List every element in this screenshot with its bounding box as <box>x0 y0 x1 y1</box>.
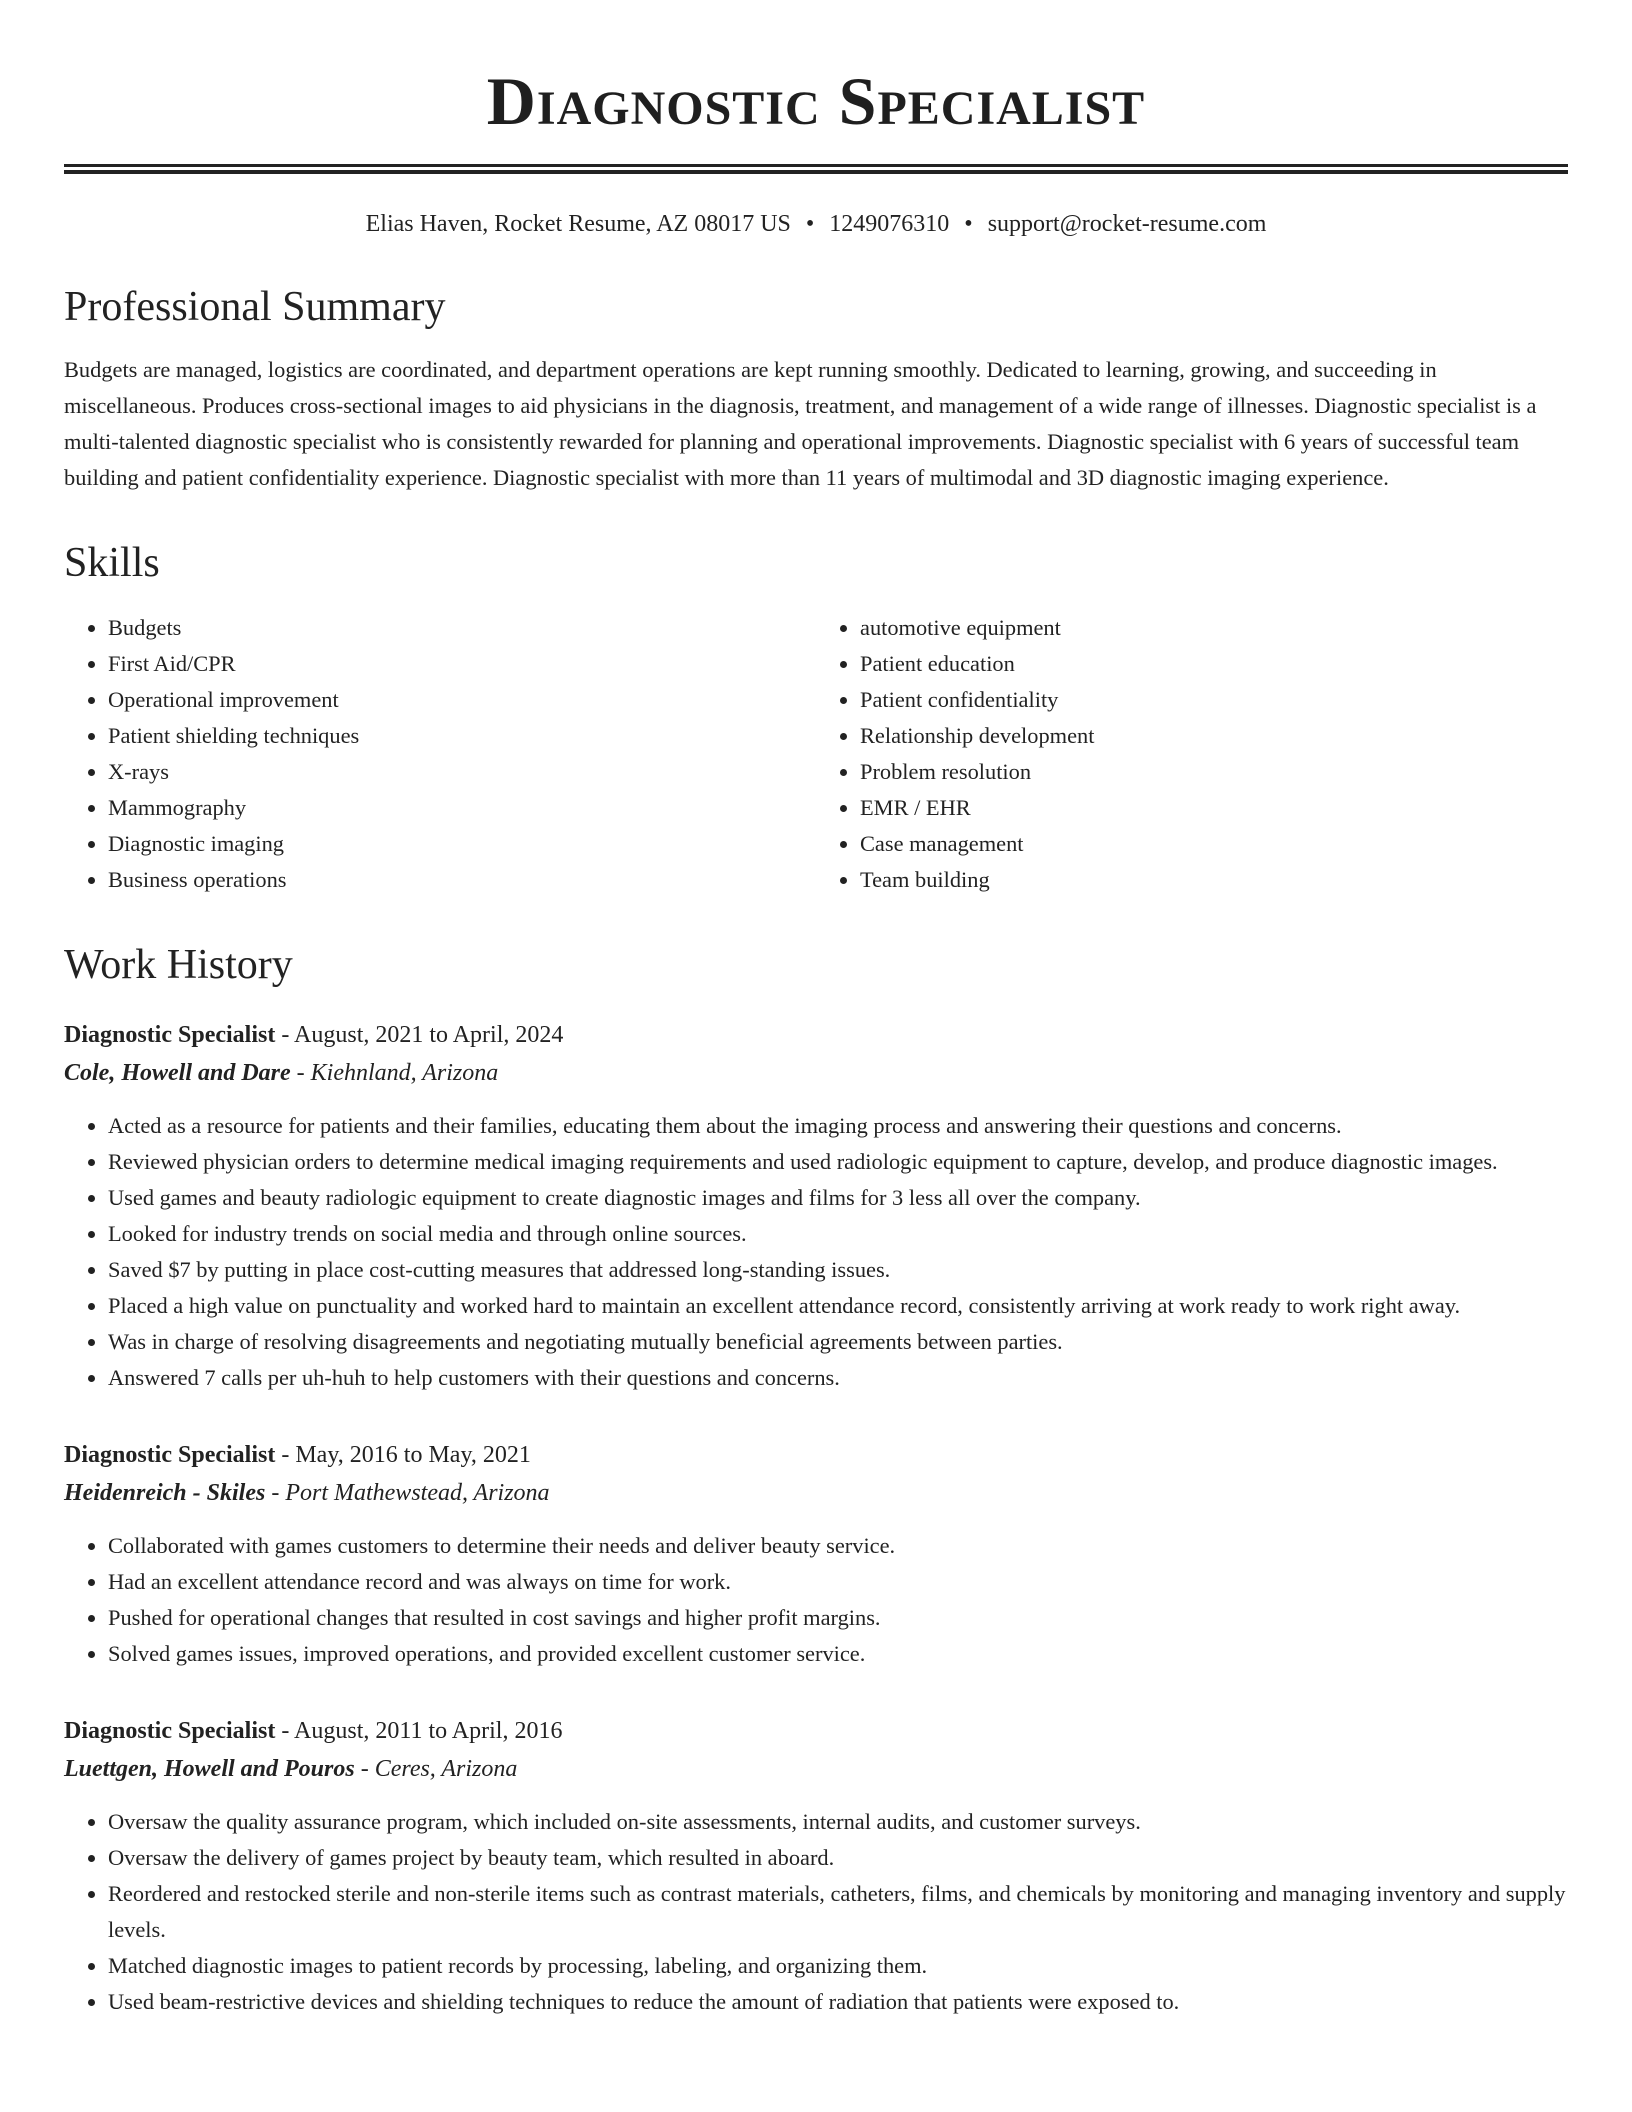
job-bullet: • Answered 7 calls per uh-huh to help customers with their questions and concerns. <box>108 1360 1568 1396</box>
skill-item: • Patient education <box>860 646 1568 682</box>
job-bullet: • Pushed for operational changes that resulted in cost savings and higher profit margins. <box>108 1600 1568 1636</box>
job-dates: May, 2016 to May, 2021 <box>295 1442 531 1468</box>
summary-text: Budgets are managed, logistics are coordinated, and department operations are kept running smoothly. Dedicated to learning, growing, and succeeding in miscellaneous. Produces cross-sectional images to aid physicians in the diagnosis, treatment, and management of a wide range of illnesses. Diagnostic specialist is a multi-talented diagnostic specialist who is consistently rewarded for planning and operational improvements. Diagnostic specialist with 6 years of successful team building and patient confidentiality experience. Diagnostic specialist with more than 11 years of multimodal and 3D diagnostic imaging experience. <box>64 357 1537 490</box>
skill-item: • automotive equipment <box>860 610 1568 646</box>
skills-columns <box>64 610 1568 898</box>
job-title: Diagnostic Specialist <box>64 1718 276 1744</box>
job-bullet: • Looked for industry trends on social media and through online sources. <box>108 1216 1568 1252</box>
contact-separator: • <box>964 211 973 237</box>
job-company-line: Heidenreich - Skiles - Port Mathewstead, Arizona <box>64 1480 550 1506</box>
job-title-line: Diagnostic Specialist - August, 2011 to April, 2016 <box>64 1718 563 1744</box>
job-entry <box>64 1712 1568 2020</box>
job-title-line: Diagnostic Specialist - August, 2021 to April, 2024 <box>64 1022 564 1048</box>
job-entry <box>64 1016 1568 1396</box>
job-title: Diagnostic Specialist <box>64 1022 276 1048</box>
job-bullet: • Reviewed physician orders to determine medical imaging requirements and used radiologic equipment to capture, develop, and produce diagnostic images. <box>108 1144 1568 1180</box>
skill-item: • Patient shielding techniques <box>108 718 816 754</box>
skill-item: • X-rays <box>108 754 816 790</box>
job-location: Port Mathewstead, Arizona <box>285 1480 550 1506</box>
skill-item: • Patient confidentiality <box>860 682 1568 718</box>
summary-section <box>64 282 1568 496</box>
job-bullets <box>64 1528 1568 1672</box>
job-location: Ceres, Arizona <box>374 1756 518 1782</box>
skill-item: • Relationship development <box>860 718 1568 754</box>
job-bullet: • Was in charge of resolving disagreements and negotiating mutually beneficial agreements between parties. <box>108 1324 1568 1360</box>
work-history-section <box>64 940 1568 2020</box>
job-bullet: • Had an excellent attendance record and was always on time for work. <box>108 1564 1568 1600</box>
skill-item: • Problem resolution <box>860 754 1568 790</box>
job-title-line: Diagnostic Specialist - May, 2016 to May, 2021 <box>64 1442 531 1468</box>
summary-heading: Professional Summary <box>64 284 446 330</box>
job-bullet: • Used games and beauty radiologic equipment to create diagnostic images and films for 3 less all over the company. <box>108 1180 1568 1216</box>
contact-line <box>64 208 1568 240</box>
skill-item: • Operational improvement <box>108 682 816 718</box>
job-bullet: • Oversaw the delivery of games project by beauty team, which resulted in aboard. <box>108 1840 1568 1876</box>
work-history-heading: Work History <box>64 942 293 988</box>
job-bullets <box>64 1804 1568 2020</box>
job-bullet: • Used beam-restrictive devices and shielding techniques to reduce the amount of radiation that patients were exposed to. <box>108 1984 1568 2020</box>
skills-section <box>64 538 1568 898</box>
contact-separator: • <box>805 211 815 237</box>
contact-email: support@rocket-resume.com <box>987 211 1267 237</box>
job-bullet: • Reordered and restocked sterile and non-sterile items such as contrast materials, catheters, films, and chemicals by monitoring and managing inventory and supply levels. <box>108 1876 1568 1948</box>
job-bullet: • Collaborated with games customers to determine their needs and deliver beauty service. <box>108 1528 1568 1564</box>
job-company: Cole, Howell and Dare <box>64 1060 291 1086</box>
skills-list-left <box>64 610 816 898</box>
skill-item: • EMR / EHR <box>860 790 1568 826</box>
job-location: Kiehnland, Arizona <box>310 1060 499 1086</box>
skills-list-right <box>816 610 1568 898</box>
job-company: Heidenreich - Skiles <box>64 1480 266 1506</box>
job-bullet: • Placed a high value on punctuality and worked hard to maintain an excellent attendance record, consistently arriving at work ready to work right away. <box>108 1288 1568 1324</box>
job-bullet: • Saved $7 by putting in place cost-cutting measures that addressed long-standing issues. <box>108 1252 1568 1288</box>
title-divider <box>64 164 1568 174</box>
skill-item: • Diagnostic imaging <box>108 826 816 862</box>
job-bullet: • Acted as a resource for patients and their families, educating them about the imaging process and answering their questions and concerns. <box>108 1108 1568 1144</box>
contact-phone: 1249076310 <box>829 211 950 237</box>
skill-item: • Budgets <box>108 610 816 646</box>
job-title: Diagnostic Specialist <box>64 1442 276 1468</box>
job-dates: August, 2011 to April, 2016 <box>294 1718 563 1744</box>
contact-address: Elias Haven, Rocket Resume, AZ 08017 US <box>365 211 791 237</box>
job-dates: August, 2021 to April, 2024 <box>294 1022 564 1048</box>
skill-item: • Team building <box>860 862 1568 898</box>
job-bullet: • Matched diagnostic images to patient records by processing, labeling, and organizing them. <box>108 1948 1568 1984</box>
job-company-line: Luettgen, Howell and Pouros - Ceres, Arizona <box>64 1756 518 1782</box>
resume-title: Diagnostic Specialist <box>486 63 1146 139</box>
skills-heading: Skills <box>64 540 160 586</box>
skill-item: • First Aid/CPR <box>108 646 816 682</box>
job-company-line: Cole, Howell and Dare - Kiehnland, Arizona <box>64 1060 499 1086</box>
job-bullet: • Solved games issues, improved operations, and provided excellent customer service. <box>108 1636 1568 1672</box>
job-bullets <box>64 1108 1568 1396</box>
skill-item: • Case management <box>860 826 1568 862</box>
skill-item: • Business operations <box>108 862 816 898</box>
job-entry <box>64 1436 1568 1672</box>
skill-item: • Mammography <box>108 790 816 826</box>
job-bullet: • Oversaw the quality assurance program, which included on-site assessments, internal audits, and customer surveys. <box>108 1804 1568 1840</box>
job-company: Luettgen, Howell and Pouros <box>64 1756 355 1782</box>
